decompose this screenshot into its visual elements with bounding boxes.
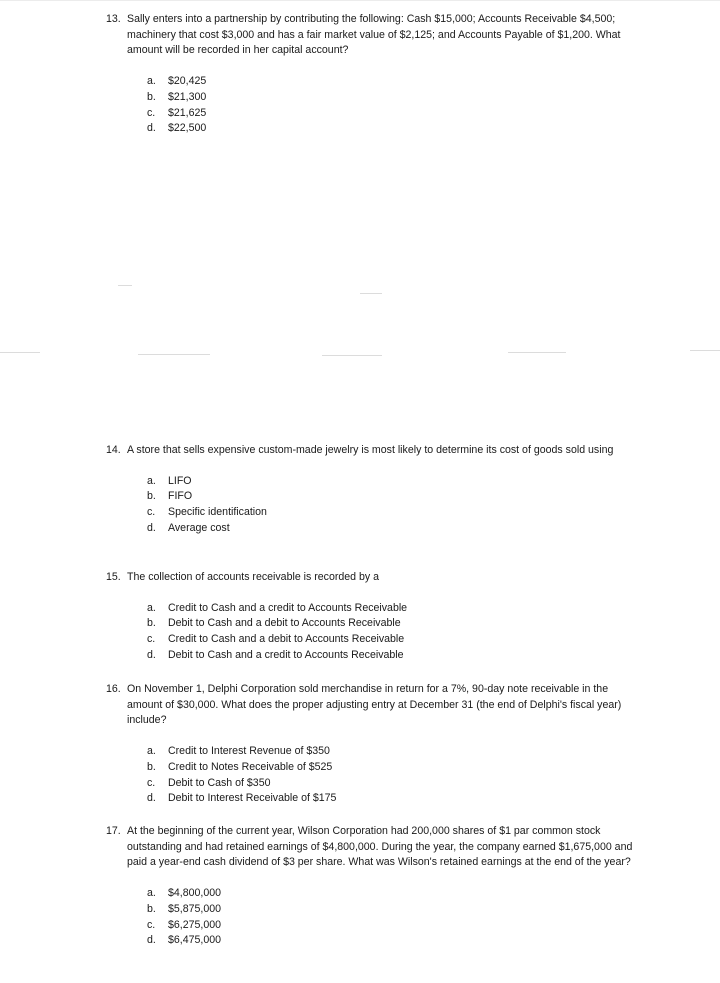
option-a	[147, 474, 636, 490]
option-text: Debit to Cash and a credit to Accounts Receivable	[168, 649, 404, 662]
question-13	[106, 12, 636, 137]
option-letter: a.	[147, 886, 156, 899]
option-c	[147, 106, 636, 122]
option-letter: a.	[147, 74, 156, 87]
option-a	[147, 74, 636, 90]
option-letter: d.	[147, 522, 156, 535]
option-letter: a.	[147, 601, 156, 614]
option-text: FIFO	[168, 490, 193, 503]
option-b	[147, 489, 636, 505]
option-letter: c.	[147, 633, 156, 646]
option-text: $20,425	[168, 74, 207, 87]
option-d	[147, 121, 636, 137]
page-top-rule	[0, 0, 720, 1]
option-letter: d.	[147, 649, 156, 662]
option-d	[147, 521, 636, 537]
option-letter: b.	[147, 617, 156, 630]
option-letter: b.	[147, 90, 156, 103]
scan-smudge	[322, 355, 382, 356]
option-text: Debit to Cash of $350	[168, 776, 271, 789]
option-text: Debit to Cash and a debit to Accounts Receivable	[168, 617, 401, 630]
scan-smudge	[360, 293, 382, 294]
question-text: On November 1, Delphi Corporation sold merchandise in return for a 7%, 90-day note receivable in the amount of $30,000. What does the proper adjusting entry at December 31 (the end of Delphi's fiscal year) include?	[127, 683, 622, 727]
option-text: $4,800,000	[168, 886, 222, 899]
question-number: 17.	[106, 825, 121, 837]
option-b	[147, 616, 636, 632]
option-letter: c.	[147, 918, 156, 931]
option-letter: b.	[147, 490, 156, 503]
question-number: 13.	[106, 13, 121, 25]
option-c	[147, 632, 636, 648]
question-15	[106, 570, 636, 664]
option-letter: b.	[147, 902, 156, 915]
question-text: At the beginning of the current year, Wilson Corporation had 200,000 shares of $1 par common stock outstanding and had retained earnings of $4,800,000. During the year, the company earned $1,675,000 and paid a year-end cash dividend of $3 per share. What was Wilson's retained earnings at the end of the year?	[127, 825, 633, 869]
answer-options	[147, 886, 636, 950]
option-text: Credit to Cash and a debit to Accounts Receivable	[168, 633, 405, 646]
question-17	[106, 824, 636, 949]
option-text: $5,875,000	[168, 902, 222, 915]
option-b	[147, 902, 636, 918]
question-text: Sally enters into a partnership by contributing the following: Cash $15,000; Accounts Receivable $4,500; machinery that cost $3,000 and has a fair market value of $2,125; and Accounts Payable of $1,200. What amount will be recorded in her capital account?	[127, 13, 621, 57]
scan-smudge	[690, 350, 720, 351]
question-16	[106, 682, 636, 807]
option-text: $6,475,000	[168, 934, 222, 947]
option-b	[147, 760, 636, 776]
answer-options	[147, 744, 636, 808]
scan-smudge	[508, 352, 566, 353]
option-letter: a.	[147, 474, 156, 487]
question-text: A store that sells expensive custom-made jewelry is most likely to determine its cost of goods sold using	[127, 444, 614, 456]
option-text: Credit to Interest Revenue of $350	[168, 744, 330, 757]
scan-smudge	[118, 285, 132, 286]
option-letter: b.	[147, 760, 156, 773]
option-letter: d.	[147, 934, 156, 947]
scan-smudge	[0, 352, 40, 353]
option-b	[147, 90, 636, 106]
option-text: LIFO	[168, 474, 192, 487]
option-text: Specific identification	[168, 506, 267, 519]
option-letter: a.	[147, 744, 156, 757]
option-text: Average cost	[168, 522, 230, 535]
option-text: Credit to Cash and a credit to Accounts Receivable	[168, 601, 408, 614]
option-letter: c.	[147, 776, 156, 789]
option-a	[147, 744, 636, 760]
question-number: 16.	[106, 683, 121, 695]
question-14	[106, 443, 636, 537]
option-d	[147, 648, 636, 664]
option-c	[147, 505, 636, 521]
option-text: $6,275,000	[168, 918, 222, 931]
option-text: $22,500	[168, 122, 207, 135]
answer-options	[147, 474, 636, 538]
option-letter: c.	[147, 506, 156, 519]
scan-smudge	[138, 354, 210, 355]
option-text: $21,625	[168, 106, 207, 119]
option-c	[147, 918, 636, 934]
option-letter: d.	[147, 122, 156, 135]
option-text: Credit to Notes Receivable of $525	[168, 760, 333, 773]
question-number: 14.	[106, 444, 121, 456]
option-text: $21,300	[168, 90, 207, 103]
option-d	[147, 791, 636, 807]
question-number: 15.	[106, 571, 121, 583]
option-text: Debit to Interest Receivable of $175	[168, 792, 337, 805]
option-letter: d.	[147, 792, 156, 805]
option-letter: c.	[147, 106, 156, 119]
option-c	[147, 776, 636, 792]
question-text: The collection of accounts receivable is recorded by a	[127, 571, 380, 583]
option-d	[147, 933, 636, 949]
answer-options	[147, 74, 636, 138]
answer-options	[147, 601, 636, 665]
option-a	[147, 886, 636, 902]
option-a	[147, 601, 636, 617]
